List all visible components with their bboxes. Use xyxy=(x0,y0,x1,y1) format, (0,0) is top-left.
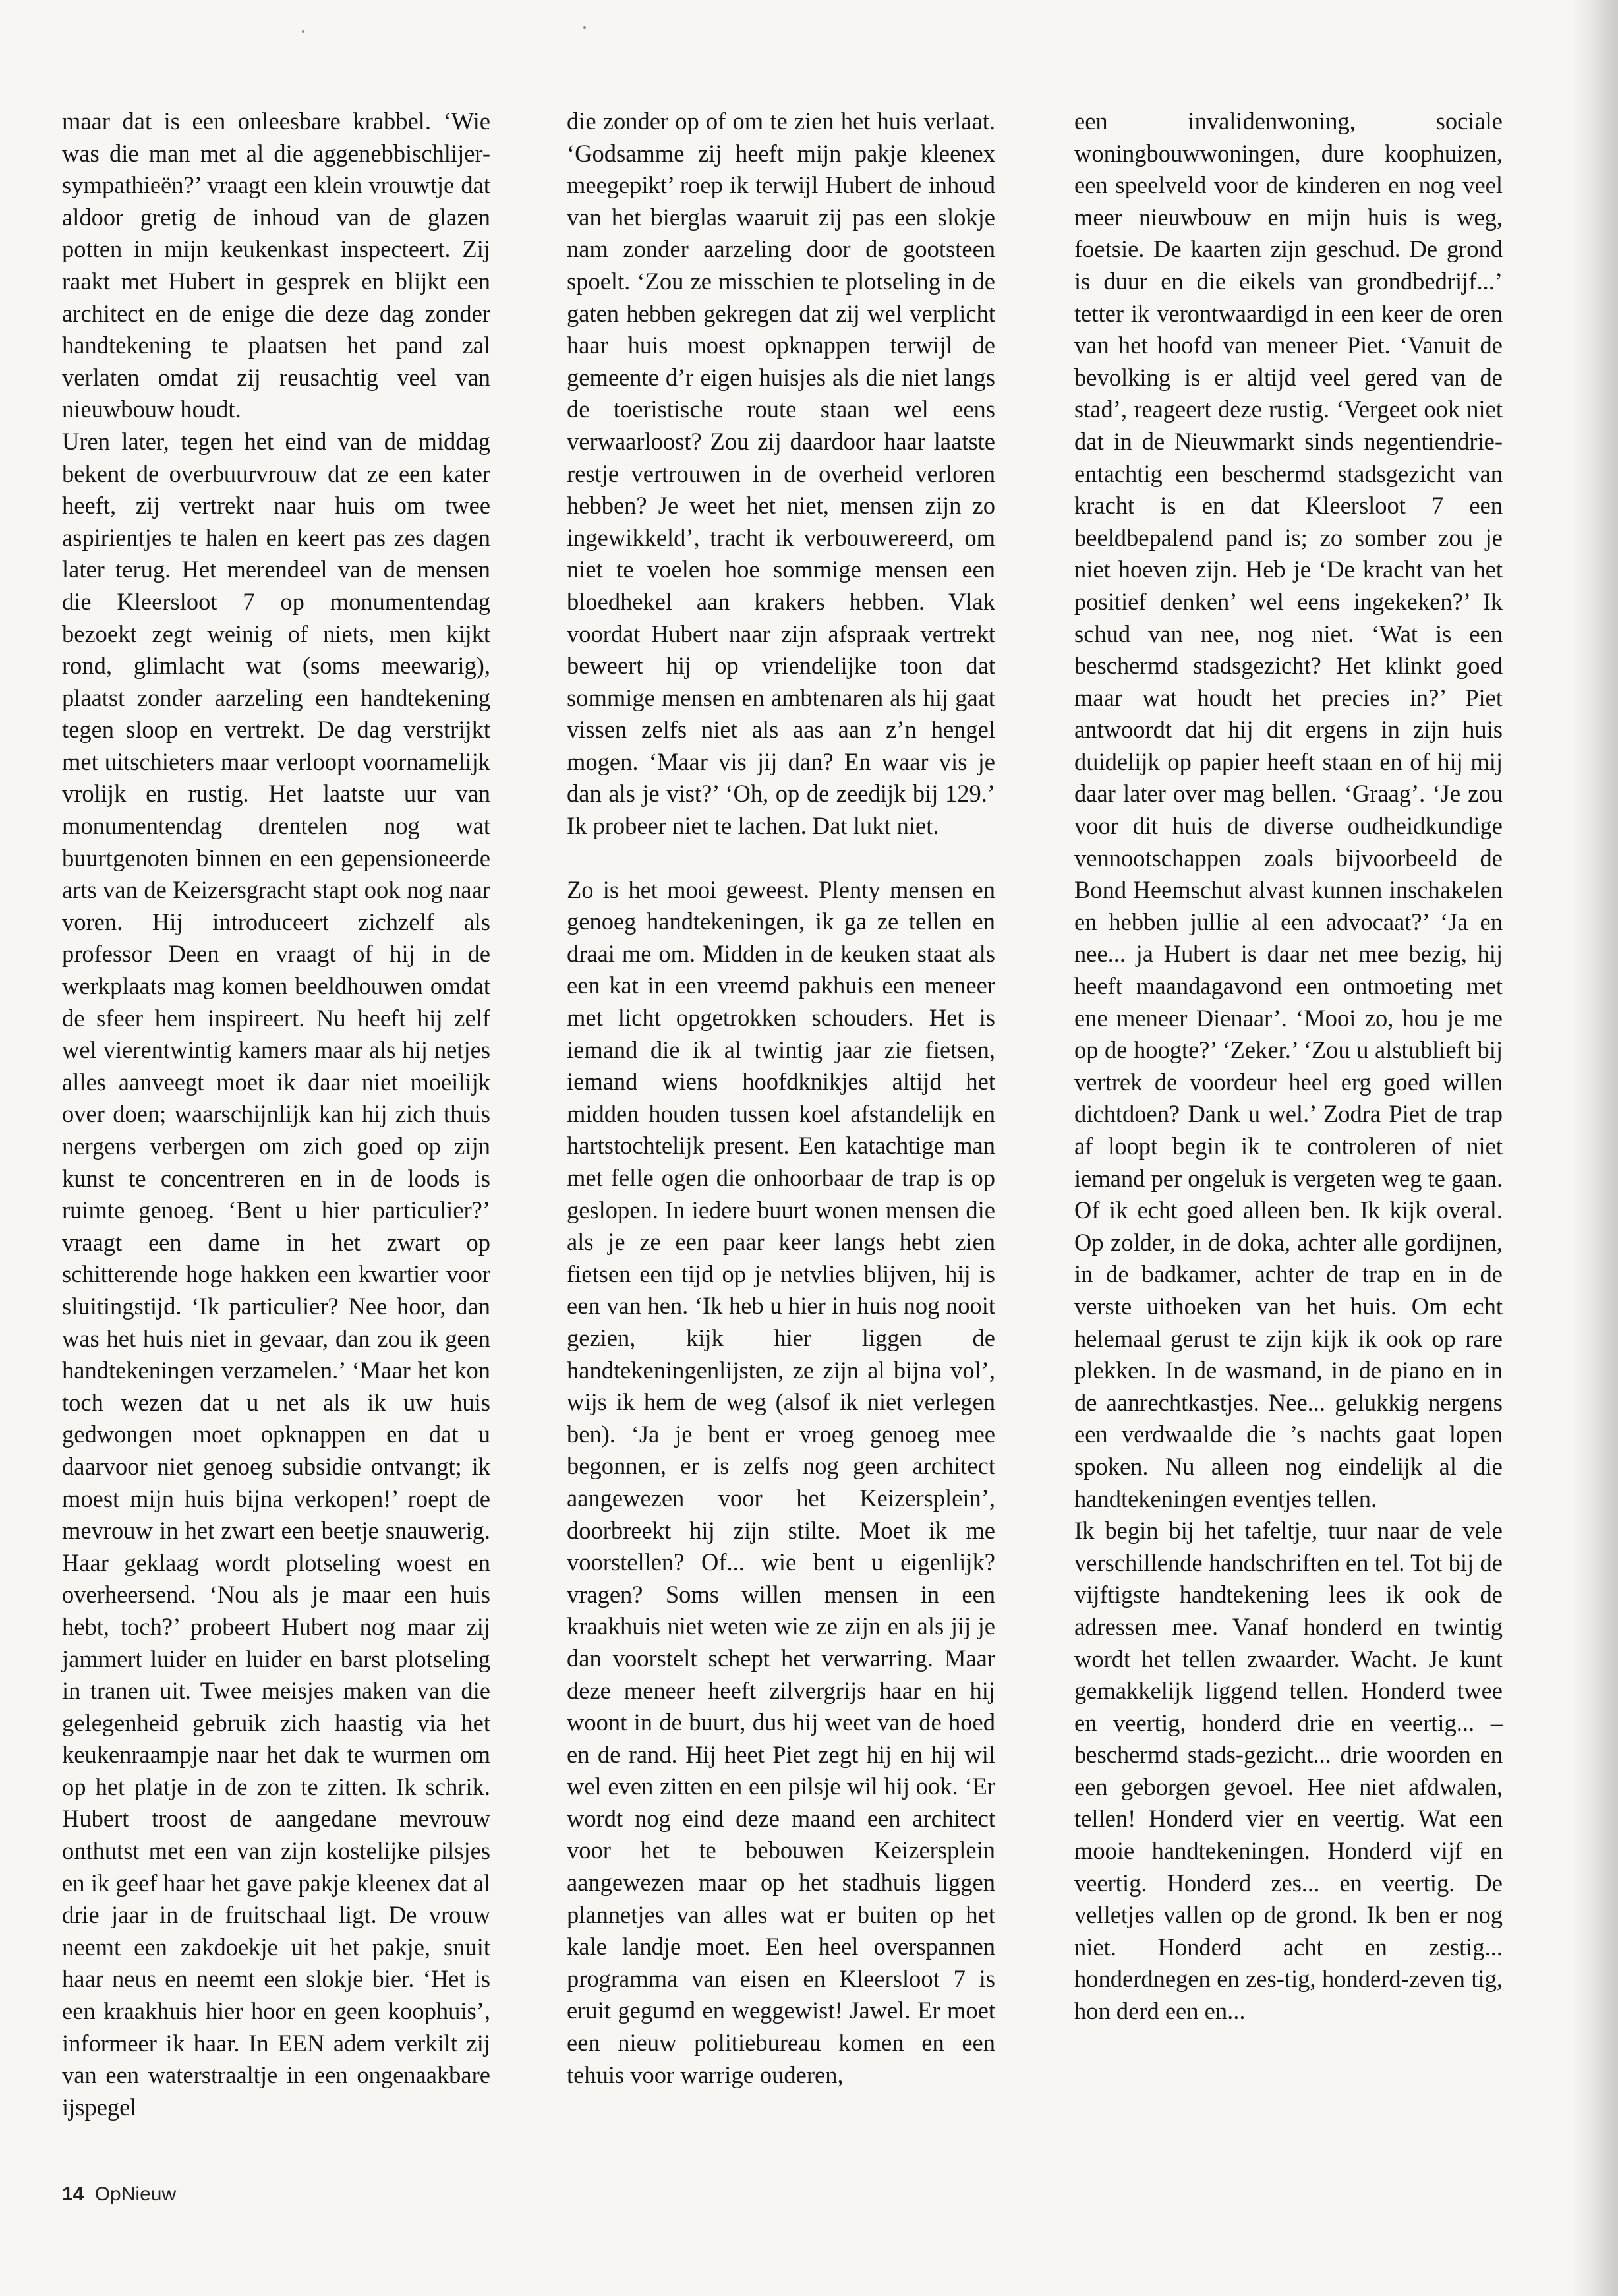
print-speck xyxy=(302,30,304,33)
print-speck xyxy=(583,26,586,29)
article-column-2 xyxy=(567,105,995,2091)
page-edge-shadow xyxy=(1572,0,1618,2296)
paragraph: maar dat is een onleesbare krabbel. ‘Wie was die man met al die aggenebbischlijer-sympathieën?’ vraagt een klein vrouwtje dat aldoor gretig de inhoud van de glazen potten in mijn keukenkast inspecteert. Zij raakt met Hubert in gesprek en blijkt een architect en de enige die deze dag zonder handtekening te plaatsen het pand zal verlaten omdat zij reusachtig veel van nieuwbouw houdt. xyxy=(62,107,490,423)
paragraph: een invalidenwoning, sociale woningbouwwoningen, dure koophuizen, een speelveld voor de kinderen en nog veel meer nieuwbouw en mijn huis is weg, foetsie. De kaarten zijn geschud. De grond is duur en die eikels van grondbedrijf...’ tetter ik verontwaardigd in een keer de oren van het hoofd van meneer Piet. ‘Vanuit de bevolking is er altijd veel gered van de stad’, reageert deze rustig. ‘Vergeet ook niet dat in de Nieuwmarkt sinds negentiendrie-entachtig een beschermd stadsgezicht van kracht is en dat Kleersloot 7 een beeldbepalend pand is; zo somber zou je niet hoeven zijn. Heb je ‘De kracht van het positief denken’ wel eens ingekeken?’ Ik schud van nee, nog niet. ‘Wat is een beschermd stadsgezicht? Het klinkt goed maar wat houdt het precies in?’ Piet antwoordt dat hij dit ergens in zijn huis duidelijk op papier heeft staan en of hij mij daar later over mag bellen. ‘Graag’. ‘Je zou voor dit huis de diverse oudheidkundige vennootschappen zoals bijvoorbeeld de Bond Heemschut alvast kunnen inschakelen en hebben jullie al een advocaat?’ ‘Ja en nee... ja Hubert is daar net mee bezig, hij heeft maandagavond een ontmoeting met ene meneer Dienaar’. ‘Mooi zo, hou je me op de hoogte?’ ‘Zeker.’ ‘Zou u alstublieft bij vertrek de voordeur heel erg goed willen dichtdoen? Dank u wel.’ Zodra Piet de trap af loopt begin ik te controleren of niet iemand per ongeluk is vergeten weg te gaan. Of ik echt goed alleen ben. Ik kijk overal. Op zolder, in de doka, achter alle gordijnen, in de badkamer, achter de trap en in de verste uithoeken van het huis. Om echt helemaal gerust te zijn kijk ik ook op rare plekken. In de wasmand, in de piano en in de aanrechtkastjes. Nee... gelukkig nergens een verdwaalde die ’s nachts gaat lopen spoken. Nu alleen nog eindelijk al die handtekeningen eventjes tellen. xyxy=(1074,107,1503,1512)
page-number: 14 xyxy=(62,2183,84,2205)
paragraph-spacer xyxy=(567,842,995,874)
page-footer xyxy=(62,2183,176,2206)
article-column-3 xyxy=(1074,105,1503,2028)
paragraph: die zonder op of om te zien het huis verlaat. ‘Godsamme zij heeft mijn pakje kleenex meegepikt’ roep ik terwijl Hubert de inhoud van het bierglas waaruit zij pas een slokje nam zonder aarzeling door de gootsteen spoelt. ‘Zou ze misschien te plotseling in de gaten hebben gekregen dat zij wel verplicht haar huis moest opknappen terwijl de gemeente d’r eigen huisjes als die niet langs de toeristische route staan wel eens verwaarloost? Zou zij daardoor haar laatste restje vertrouwen in de overheid verloren hebben? Je weet het niet, mensen zijn zo ingewikkeld’, tracht ik verbouwereerd, om niet te voelen hoe sommige mensen een bloedhekel aan krakers hebben. Vlak voordat Hubert naar zijn afspraak vertrekt beweert hij op vriendelijke toon dat sommige mensen en ambtenaren als hij gaat vissen zelfs niet als aas aan z’n hengel mogen. ‘Maar vis jij dan? En waar vis je dan als je vist?’ ‘Oh, op de zeedijk bij 129.’ Ik probeer niet te lachen. Dat lukt niet. xyxy=(567,107,995,840)
article-column-1 xyxy=(62,105,490,2123)
paragraph: Ik begin bij het tafeltje, tuur naar de vele verschillende handschriften en tel. Tot bij de vijftigste handtekening lees ik ook de adressen mee. Vanaf honderd en twintig wordt het tellen zwaarder. Wacht. Je kunt gemakkelijk liggend tellen. Honderd twee en veertig, honderd drie en veertig... – beschermd stads-gezicht... drie woorden en een geborgen gevoel. Hee niet afdwalen, tellen! Honderd vier en veertig. Wat een mooie handtekeningen. Honderd vijf en veertig. Honderd zes... en veertig. De velletjes vallen op de grond. Ik ben er nog niet. Honderd acht en zestig... honderdnegen en zes-tig, honderd-zeven tig, hon derd een en... xyxy=(1074,1517,1503,2025)
paragraph: Zo is het mooi geweest. Plenty mensen en genoeg handtekeningen, ik ga ze tellen en draai me om. Midden in de keuken staat als een kat in een vreemd pakhuis een meneer met licht opgetrokken schouders. Het is iemand die ik al twintig jaar zie fietsen, iemand wiens hoofdknikjes altijd het midden houden tussen koel afstandelijk en hartstochtelijk present. Een katachtige man met felle ogen die onhoorbaar de trap is op geslopen. In iedere buurt wonen mensen die als je ze een paar keer langs hebt zien fietsen een tijd op je netvlies blijven, hij is een van hen. ‘Ik heb u hier in huis nog nooit gezien, kijk hier liggen de handtekeningenlijsten, ze zijn al bijna vol’, wijs ik hem de weg (alsof ik niet verlegen ben). ‘Ja je bent er vroeg genoeg mee begonnen, er is zelfs nog geen architect aangewezen voor het Keizersplein’, doorbreekt hij zijn stilte. Moet ik me voorstellen? Of... wie bent u eigenlijk? vragen? Soms willen mensen in een kraakhuis niet weten wie ze zijn en als jij je dan voorstelt schept het verwarring. Maar deze meneer heeft zilvergrijs haar en hij woont in de buurt, dus hij weet van de hoed en de rand. Hij heet Piet zegt hij en hij wil wel even zitten en een pilsje wil hij ook. ‘Er wordt nog eind deze maand een architect voor het te bebouwen Keizersplein aangewezen maar op het stadhuis liggen plannetjes van alles wat er buiten op het kale landje moet. Een heel overspannen programma van eisen en Kleersloot 7 is eruit gegumd en weggewist! Jawel. Er moet een nieuw politiebureau komen en een tehuis voor warrige ouderen, xyxy=(567,875,995,2088)
magazine-name: OpNieuw xyxy=(94,2183,177,2205)
paragraph: Uren later, tegen het eind van de middag bekent de overbuurvrouw dat ze een kater heeft, zij vertrekt naar huis om twee aspirientjes te halen en keert pas zes dagen later terug. Het merendeel van de mensen die Kleersloot 7 op monumentendag bezoekt zegt weinig of niets, men kijkt rond, glimlacht wat (soms meewarig), plaatst zonder aarzeling een handtekening tegen sloop en vertrekt. De dag verstrijkt met uitschieters maar verloopt voornamelijk vrolijk en rustig. Het laatste uur van monumentendag drentelen nog wat buurtgenoten binnen en een gepensioneerde arts van de Keizersgracht stapt ook nog naar voren. Hij introduceert zichzelf als professor Deen en vraagt of hij in de werkplaats mag komen beeldhouwen omdat de sfeer hem inspireert. Nu heeft hij zelf wel vierentwintig kamers maar als hij netjes alles aanveegt moet ik daar niet moeilijk over doen; waarschijnlijk kan hij zich thuis nergens verbergen om zich goed op zijn kunst te concentreren en in de loods is ruimte genoeg. ‘Bent u hier particulier?’ vraagt een dame in het zwart op schitterende hoge hakken een kwartier voor sluitingstijd. ‘Ik particulier? Nee hoor, dan was het huis niet in gevaar, dan zou ik geen handtekeningen verzamelen.’ ‘Maar het kon toch wezen dat u net als ik uw huis gedwongen moet opknappen en dat u daarvoor niet genoeg subsidie ontvangt; ik moest mijn huis bijna verkopen!’ roept de mevrouw in het zwart een beetje snauwerig. Haar geklaag wordt plotseling woest en overheersend. ‘Nou als je maar een huis hebt, toch?’ probeert Hubert nog maar zij jammert luider en luider en barst plotseling in tranen uit. Twee meisjes maken van die gelegenheid gebruik zich haastig via het keukenraampje naar het dak te wurmen om op het platje in de zon te zitten. Ik schrik. Hubert troost de aangedane mevrouw onthutst met een van zijn kostelijke pilsjes en ik geef haar het gave pakje kleenex dat al drie jaar in de fruitschaal ligt. De vrouw neemt een zakdoekje uit het pakje, snuit haar neus en neemt een slokje bier. ‘Het is een kraakhuis hier hoor en geen koophuis’, informeer ik haar. In EEN adem verkilt zij van een waterstraaltje in een ongenaakbare ijspegel xyxy=(62,427,490,2121)
